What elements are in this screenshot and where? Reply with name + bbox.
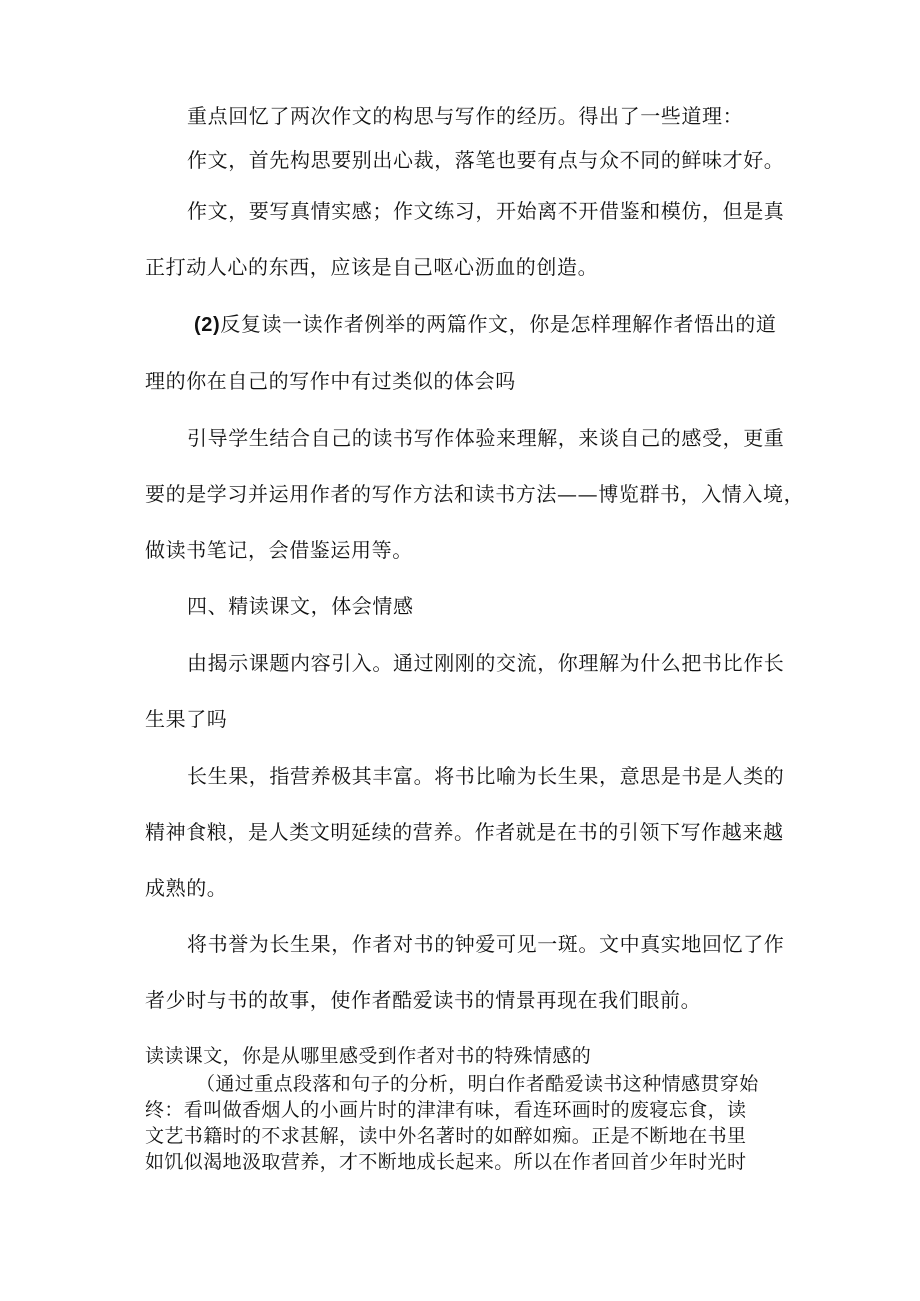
text-line-3: 作文，要写真情实感；作文练习，开始离不开借鉴和模仿，但是真 (187, 199, 785, 223)
text-line-18: 读读课文，你是从哪里感受到作者对书的特殊情感的 (145, 1045, 592, 1067)
text-line-19: （通过重点段落和句子的分析，明白作者酷爱读书这种情感贯穿始 (196, 1073, 759, 1095)
text-line-6: 理的你在自己的写作中有过类似的体会吗 (145, 369, 516, 393)
text-line-8: 要的是学习并运用作者的写作方法和读书方法——博览群书，入情入境， (145, 482, 805, 506)
text-line-20: 终：看叫做香烟人的小画片时的津津有味，看连环画时的废寝忘食，读 (145, 1099, 747, 1121)
text-line-14: 精神食粮，是人类文明延续的营养。作者就是在书的引领下写作越来越 (145, 820, 784, 844)
text-line-12: 生果了吗 (145, 707, 228, 731)
text-line-1: 重点回忆了两次作文的构思与写作的经历。得出了一些道理： (187, 104, 744, 128)
text-line-22: 如饥似渴地汲取营养，才不断地成长起来。所以在作者回首少年时光时 (145, 1151, 747, 1173)
text-line-13: 长生果，指营养极其丰富。将书比喻为长生果，意思是书是人类的 (187, 764, 785, 788)
item-number: (2) (194, 314, 221, 336)
text-line-2: 作文，首先构思要别出心裁，落笔也要有点与众不同的鲜味才好。 (187, 148, 785, 172)
text-line-7: 引导学生结合自己的读书写作体验来理解，来谈自己的感受，更重 (187, 426, 785, 450)
text-line-9: 做读书笔记，会借鉴运用等。 (145, 538, 413, 562)
text-line-17: 者少时与书的故事，使作者酷爱读书的情景再现在我们眼前。 (145, 988, 702, 1012)
text-line-11: 由揭示课题内容引入。通过刚刚的交流，你理解为什么把书比作长 (187, 651, 785, 675)
text-line-15: 成熟的。 (145, 876, 228, 900)
text-line-5 (194, 312, 776, 337)
text-line-4: 正打动人心的东西，应该是自己呕心沥血的创造。 (145, 255, 599, 279)
text-line-21: 文艺书籍时的不求甚解，读中外名著时的如醉如痴。正是不断地在书里 (145, 1125, 747, 1147)
text-line-16: 将书誉为长生果，作者对书的钟爱可见一斑。文中真实地回忆了作 (187, 932, 785, 956)
section-heading: 四、精读课文，体会情感 (187, 594, 414, 618)
question-text: 反复读一读作者例举的两篇作文，你是怎样理解作者悟出的道 (220, 312, 777, 336)
